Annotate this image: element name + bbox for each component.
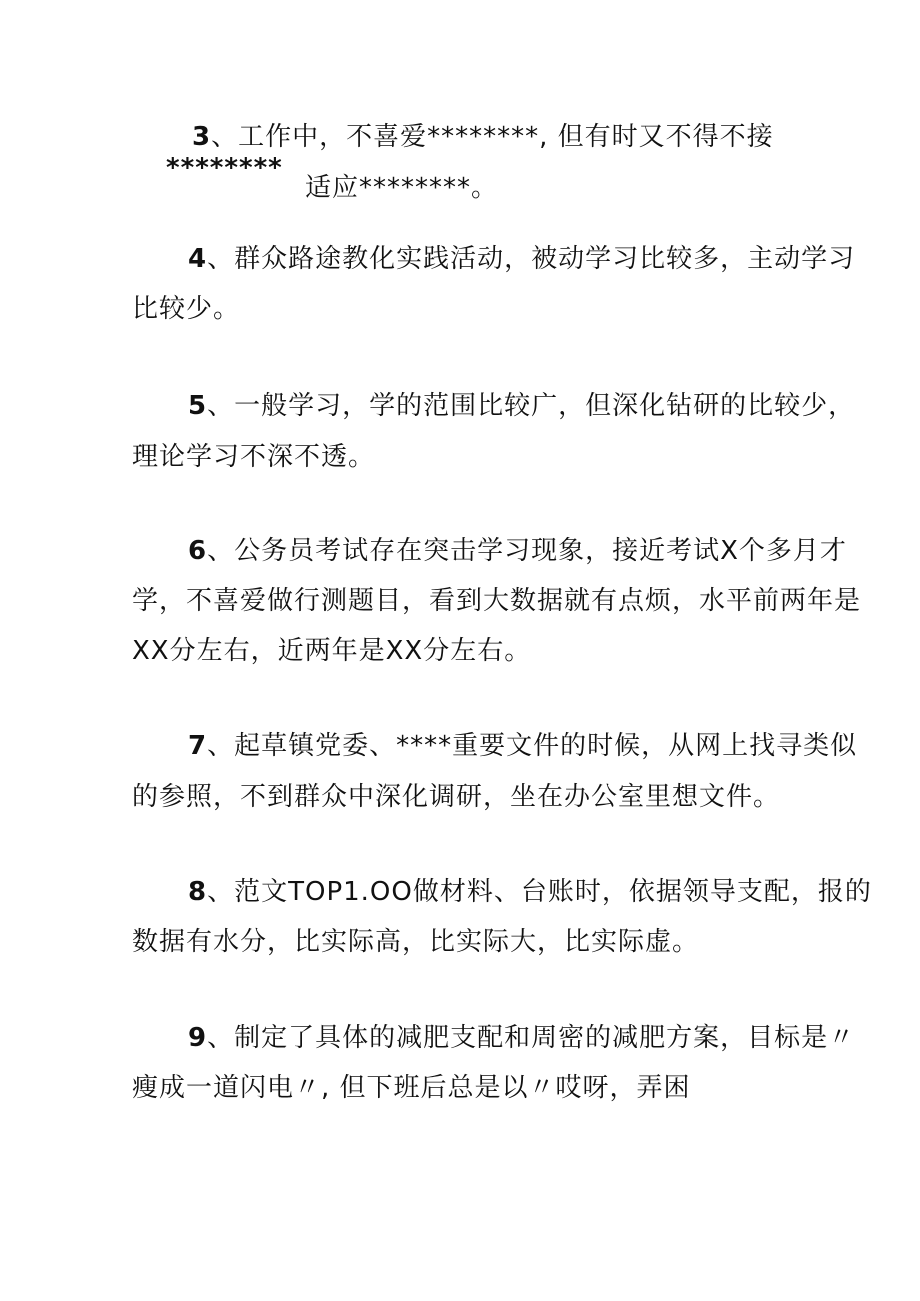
- item-7-text: 、起草镇党委、****重要文件的时候，从网上找寻类似: [207, 731, 858, 761]
- item-5-number: 5: [188, 391, 208, 421]
- item-3-number: 3: [192, 122, 212, 152]
- item-8-line-1: [188, 875, 872, 909]
- item-7-line-1: [188, 729, 857, 763]
- item-6-line-3: XX分左右，近两年是XX分左右。: [132, 636, 532, 666]
- item-9-text: 、制定了具体的减肥支配和周密的减肥方案，目标是〃: [207, 1023, 856, 1053]
- item-9-line-2: 瘦成一道闪电〃, 但下班后总是以〃哎呀，弄困: [132, 1073, 691, 1103]
- item-7-number: 7: [188, 731, 208, 761]
- item-8-number: 8: [188, 877, 208, 907]
- item-4-line-1: [188, 242, 855, 276]
- item-3-line-3: 适应********。: [305, 173, 499, 203]
- item-9-number: 9: [188, 1023, 208, 1053]
- item-4-number: 4: [188, 244, 208, 274]
- item-6-line-2: 学，不喜爱做行测题目，看到大数据就有点烦，水平前两年是: [132, 586, 862, 616]
- item-8-line-2: 数据有水分，比实际高，比实际大，比实际虚。: [132, 927, 700, 957]
- item-3-line-1: [192, 120, 774, 154]
- item-6-text: 、公务员考试存在突击学习现象，接近考试X个多月才: [207, 536, 847, 566]
- item-8-text: 、范文TOP1.OO做材料、台账时，依据领导支配，报的: [207, 877, 872, 907]
- item-5-line-1: [188, 389, 855, 423]
- item-4-line-2: 比较少。: [132, 294, 241, 324]
- item-4-text: 、群众路途教化实践活动，被动学习比较多，主动学习: [207, 244, 856, 274]
- item-7-line-2: 的参照，不到群众中深化调研，坐在办公室里想文件。: [132, 782, 781, 812]
- item-3-line-2: ********: [166, 153, 283, 183]
- item-5-line-2: 理论学习不深不透。: [132, 442, 376, 472]
- item-9-line-1: [188, 1021, 855, 1055]
- item-6-number: 6: [188, 536, 208, 566]
- item-5-text: 、一般学习，学的范围比较广，但深化钻研的比较少，: [207, 391, 856, 421]
- item-6-line-1: [188, 534, 847, 568]
- item-3-text: 、工作中，不喜爱********, 但有时又不得不接: [211, 122, 774, 152]
